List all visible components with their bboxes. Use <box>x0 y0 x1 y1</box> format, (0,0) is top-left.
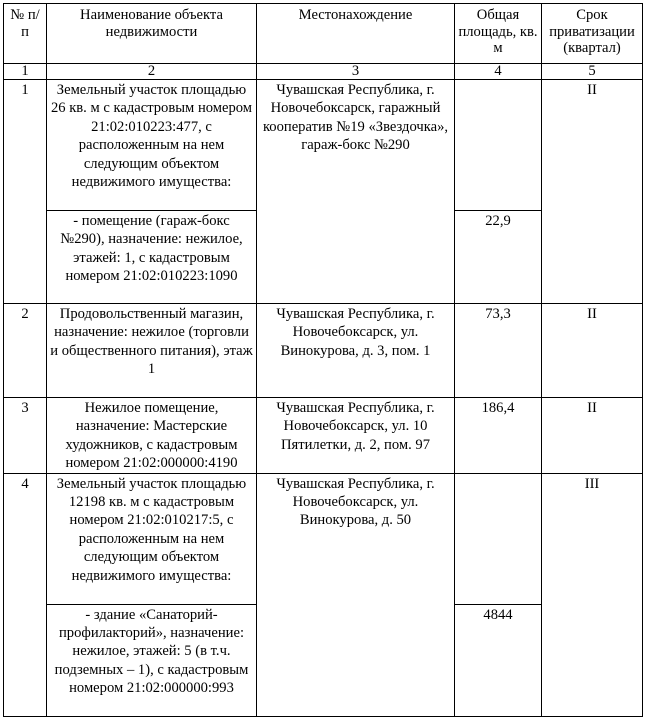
header-location: Местонахождение <box>257 4 455 64</box>
object-location: Чувашская Республика, г. Новочебоксарск, гаражный кооператив №19 «Звездочка», гараж-бокс №290 <box>257 80 455 304</box>
object-location: Чувашская Республика, г. Новочебоксарск, ул. Винокурова, д. 3, пом. 1 <box>257 304 455 398</box>
sub-object-area: 4844 <box>455 604 542 716</box>
column-number: 5 <box>542 64 643 80</box>
column-number: 1 <box>4 64 47 80</box>
column-number: 4 <box>455 64 542 80</box>
row-number: 2 <box>4 304 47 398</box>
privatization-term: II <box>542 304 643 398</box>
object-name: Земельный участок площадью 26 кв. м с кадастровым номером 21:02:010223:477, с расположенным на нем следующим объектом недвижимого имущества: <box>47 80 257 211</box>
object-name: Земельный участок площадью 12198 кв. м с кадастровым номером 21:02:010217:5, с расположенным на нем следующим объектом недвижимого имущества: <box>47 473 257 604</box>
sub-object-name: - помещение (гараж-бокс №290), назначение: нежилое, этажей: 1, с кадастровым номером 21:02:010223:1090 <box>47 211 257 304</box>
header-number: № п/п <box>4 4 47 64</box>
row-number: 4 <box>4 473 47 716</box>
table-row <box>4 80 643 211</box>
header-name: Наименование объекта недвижимости <box>47 4 257 64</box>
privatization-term: II <box>542 80 643 304</box>
sub-object-area: 22,9 <box>455 211 542 304</box>
row-number: 3 <box>4 398 47 474</box>
object-area: 73,3 <box>455 304 542 398</box>
object-area <box>455 80 542 211</box>
object-area: 186,4 <box>455 398 542 474</box>
privatization-term: III <box>542 473 643 716</box>
header-area: Общая площадь, кв. м <box>455 4 542 64</box>
object-name: Нежилое помещение, назначение: Мастерские художников, с кадастровым номером 21:02:000000:4190 <box>47 398 257 474</box>
column-number: 3 <box>257 64 455 80</box>
table-row <box>4 398 643 474</box>
object-area <box>455 473 542 604</box>
table-row <box>4 473 643 604</box>
object-location: Чувашская Республика, г. Новочебоксарск, ул. Винокурова, д. 50 <box>257 473 455 716</box>
sub-object-name: - здание «Санаторий-профилакторий», назначение: нежилое, этажей: 5 (в т.ч. подземных – 1), с кадастровым номером 21:02:000000:993 <box>47 604 257 716</box>
object-location: Чувашская Республика, г. Новочебоксарск, ул. 10 Пятилетки, д. 2, пом. 97 <box>257 398 455 474</box>
privatization-table <box>3 3 643 717</box>
column-number-row <box>4 64 643 80</box>
header-term: Срок приватизации (квартал) <box>542 4 643 64</box>
privatization-term: II <box>542 398 643 474</box>
header-row <box>4 4 643 64</box>
row-number: 1 <box>4 80 47 304</box>
object-name: Продовольственный магазин, назначение: нежилое (торговли и общественного питания), этаж 1 <box>47 304 257 398</box>
column-number: 2 <box>47 64 257 80</box>
table-row <box>4 304 643 398</box>
